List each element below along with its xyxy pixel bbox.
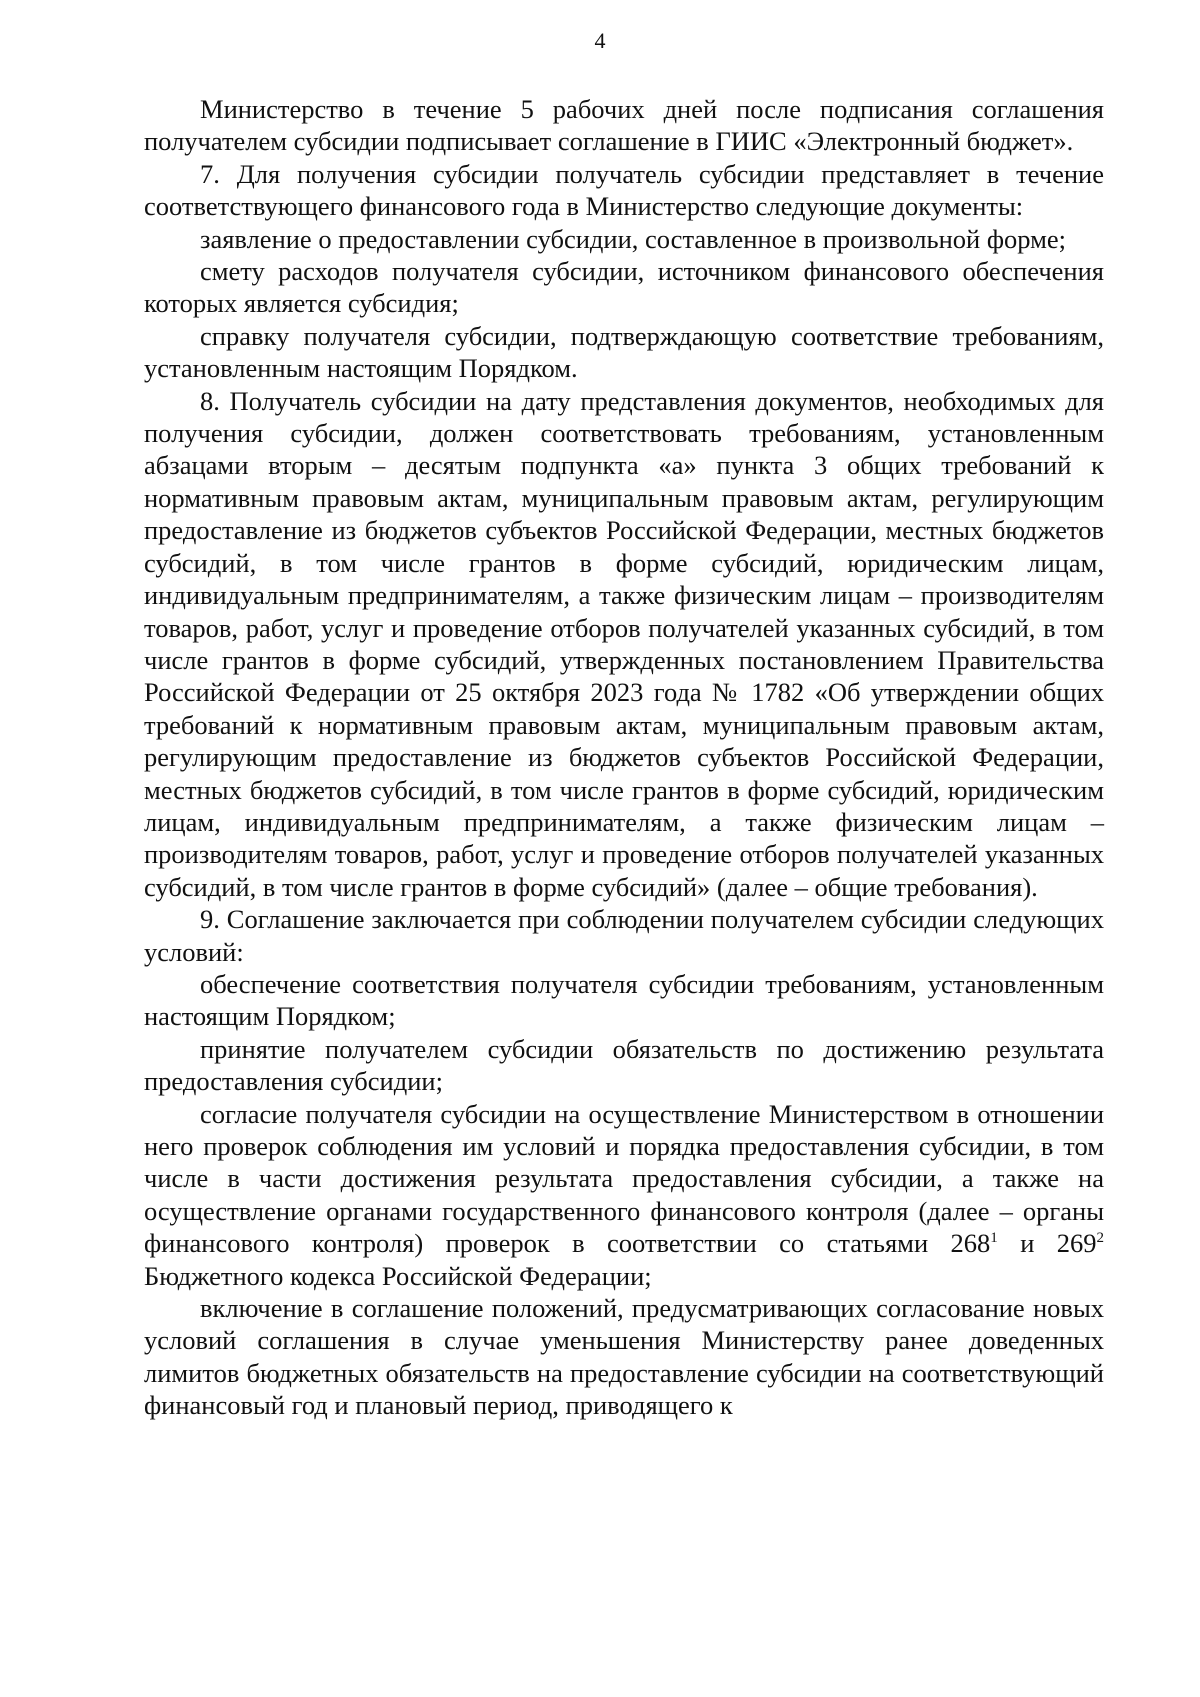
page-number: 4 bbox=[594, 28, 606, 53]
paragraph: справку получателя субсидии, подтверждающую соответствие требованиям, установленным настоящим Порядком. bbox=[144, 320, 1104, 384]
code-reference: Бюджетного кодекса Российской Федерации; bbox=[144, 1260, 652, 1291]
superscript: 2 bbox=[1096, 1230, 1105, 1247]
superscript: 1 bbox=[990, 1230, 998, 1247]
paragraph: заявление о предоставлении субсидии, составленное в произвольной форме; bbox=[200, 223, 1066, 254]
article-number: 269 bbox=[1056, 1228, 1097, 1259]
paragraph: 8. Получатель субсидии на дату представления документов, необходимых для получения субсидии, должен соответствовать требованиям, установленным абзацами вторым – десятым подпункта «а» пункта 3 общих требований к нормативным правовым актам, муниципальным правовым актам, регулирующим предоставление из бюджетов субъектов Российской Федерации, местных бюджетов субсидий, в том числе грантов в форме субсидий, юридическим лицам, индивидуальным предпринимателям, а также физическим лицам – производителям товаров, работ, услуг и проведение отборов получателей указанных субсидий, в том числе грантов в форме субсидий, утвержденных постановлением Правительства Российской Федерации от 25 октября 2023 года № 1782 «Об утверждении общих требований к нормативным правовым актам, муниципальным правовым актам, регулирующим предоставление из бюджетов субъектов Российской Федерации, местных бюджетов субсидий, в том числе грантов в форме субсидий, юридическим лицам, индивидуальным предпринимателям, а также физическим лицам – производителям товаров, работ, услуг и проведение отборов получателей указанных субсидий, в том числе грантов в форме субсидий» (далее – общие требования). bbox=[144, 385, 1104, 902]
paragraph: принятие получателем субсидии обязательств по достижению результата предоставления субсидии; bbox=[144, 1033, 1104, 1097]
paragraph: включение в соглашение положений, предусматривающих согласование новых условий соглашения в случае уменьшения Министерству ранее доведенных лимитов бюджетных обязательств на предоставление субсидии на соответствующий финансовый год и плановый период, приводящего к bbox=[144, 1293, 1104, 1421]
paragraph: 9. Соглашение заключается при соблюдении получателем субсидии следующих условий: bbox=[144, 904, 1104, 967]
paragraph: обеспечение соответствия получателя субсидии требованиям, установленным настоящим Порядком; bbox=[144, 968, 1104, 1032]
document-body bbox=[144, 93, 1104, 1422]
paragraph: смету расходов получателя субсидии, источником финансового обеспечения которых является субсидия; bbox=[144, 256, 1104, 319]
article-number: 268 bbox=[950, 1228, 991, 1259]
paragraph: 7. Для получения субсидии получатель субсидии представляет в течение соответствующего финансового года в Министерство следующие документы: bbox=[144, 158, 1104, 222]
paragraph-with-footnotes bbox=[144, 1098, 1104, 1292]
paragraph: Министерство в течение 5 рабочих дней после подписания соглашения получателем субсидии подписывает соглашение в ГИИС «Электронный бюджет». bbox=[144, 94, 1104, 157]
conjunction: и bbox=[1020, 1228, 1035, 1259]
paragraph-text: согласие получателя субсидии на осуществление Министерством в отношении него проверок соблюдения им условий и порядка предоставления субсидии, в том числе в части достижения результата предоставления субсидии, а также на осуществление органами государственного финансового контроля (далее – органы финансового контроля) проверок в соответствии со статьями bbox=[144, 1098, 1104, 1259]
